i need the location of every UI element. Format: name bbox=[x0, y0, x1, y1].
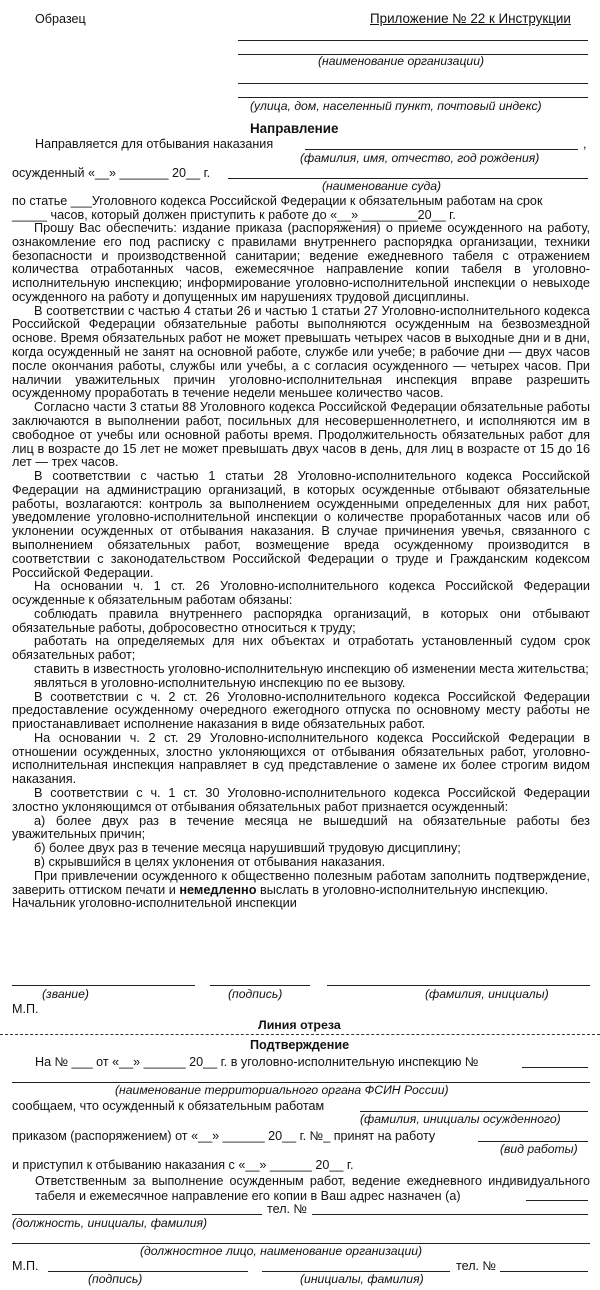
paragraph: ставить в известность уголовно-исполнительную инспекцию об изменении места жительства; bbox=[34, 662, 589, 676]
paragraph: а) более двух раз в течение месяца не вышедший на обязательные работы без уважительных причин; bbox=[12, 813, 590, 842]
signature-caption-2: (подпись) bbox=[88, 1272, 143, 1286]
paragraph: б) более двух раз в течение месяца нарушивший трудовую дисциплину; bbox=[34, 841, 461, 856]
confirmation-line-2: сообщаем, что осужденный к обязательным работам bbox=[12, 1099, 325, 1113]
seal-mark: М.П. bbox=[12, 1002, 39, 1016]
closing-paragraph: При привлечении осужденного к общественно полезным работам заполнить подтверждение, заверить оттиском печати и немедленно выслать в уголовно-исполнительную инспекцию. bbox=[12, 868, 590, 897]
court-caption: (наименование суда) bbox=[322, 179, 442, 193]
article-line-1: по статье ___Уголовного кодекса Российской Федерации к обязательным работам на срок bbox=[12, 194, 543, 208]
article-line-2: _____ часов, который должен приступить к работе до «__» ________20__ г. bbox=[12, 208, 456, 222]
confirmation-line-4: и приступил к отбыванию наказания с «__» ______ 20__ г. bbox=[12, 1158, 354, 1172]
paragraph: Прошу Вас обеспечить: издание приказа (распоряжения) о приеме осужденного на работу, ознакомление его под расписку с правилами внутреннего распорядка организации, техники безопасности и производственной санитарии; ведение ежедневного табеля с отражением количества отработанных часов, ежемесячное направление копии табеля в уголовно-исполнительную инспекцию; информирование уголовно-исполнительной инспекции о невыходе осужденного на работу и допущенных им нарушениях трудовой дисциплины. bbox=[12, 221, 590, 304]
address-caption: (улица, дом, населенный пункт, почтовый индекс) bbox=[250, 99, 542, 113]
sample-label: Образец bbox=[35, 12, 86, 26]
confirmation-line-1: На № ___ от «__» ______ 20__ г. в уголовно-исполнительную инспекцию № bbox=[35, 1055, 479, 1069]
seal-mark-2: М.П. bbox=[12, 1259, 39, 1273]
paragraph: соблюдать правила внутреннего распорядка организаций, в которых они отбывают обязательные работы, добросовестно относиться к труду; bbox=[12, 606, 590, 635]
name-caption-2: (инициалы, фамилия) bbox=[300, 1272, 424, 1286]
responsible-blank-a bbox=[526, 1200, 588, 1201]
paragraph: являться в уголовно-исполнительную инспекцию по ее вызову. bbox=[34, 675, 406, 690]
name-blank bbox=[327, 985, 590, 986]
address-line-2 bbox=[238, 97, 588, 98]
signature-caption: (подпись) bbox=[228, 987, 283, 1001]
sent-line: Направляется для отбывания наказания bbox=[35, 137, 274, 151]
territorial-caption: (наименование территориального органа ФСИН России) bbox=[115, 1083, 449, 1097]
confirmation-title: Подтверждение bbox=[250, 1038, 350, 1052]
rank-caption: (звание) bbox=[42, 987, 89, 1001]
responsible-text: Ответственным за выполнение осужденным работ, ведение ежедневного индивидуального табеля и ежемесячное направление его копии в Ваш адрес назначен (а) bbox=[35, 1174, 590, 1203]
paragraph: На основании ч. 2 ст. 29 Уголовно-исполнительного кодекса Российской Федерации в отношении осужденных, злостно уклоняющихся от отбывания обязательных работ, уголовно-исполнительная инспекция направляет в суд представление о замене их более строгим видом наказания. bbox=[12, 730, 590, 787]
paragraph: в) скрывшийся в целях уклонения от отбывания наказания. bbox=[34, 854, 386, 869]
work-caption: (вид работы) bbox=[500, 1142, 578, 1156]
convicted-line: осужденный «__» _______ 20__ г. bbox=[12, 166, 211, 180]
signature-blank bbox=[210, 985, 310, 986]
sent-blank bbox=[305, 149, 578, 150]
tel-blank-2 bbox=[500, 1271, 588, 1272]
tel-label: тел. № bbox=[267, 1202, 308, 1216]
sent-comma: , bbox=[583, 137, 587, 151]
address-line-1 bbox=[238, 83, 588, 84]
org-name-caption: (наименование организации) bbox=[318, 54, 485, 68]
person-caption: (фамилия, имя, отчество, год рождения) bbox=[300, 151, 540, 165]
tel-blank bbox=[312, 1214, 588, 1215]
responsible-blank-b bbox=[12, 1214, 262, 1215]
confirmation-line-3: приказом (распоряжением) от «__» ______ 20__ г. №_ принят на работу bbox=[12, 1129, 436, 1143]
paragraph: В соответствии с ч. 2 ст. 26 Уголовно-исполнительного кодекса Российской Федерации предоставление осужденному очередного ежегодного отпуска по основному месту работы не приостанавливает исполнение наказания в виде обязательных работ. bbox=[12, 689, 590, 732]
paragraph: В соответствии с частью 1 статьи 28 Уголовно-исполнительного кодекса Российской Федерации на администрацию организаций, в которых осужденные отбывают обязательные работы, возлагаются: контроль за выполнением осужденными определенных для них работ, уведомление уголовно-исполнительной инспекции о количестве проработанных часов или об уклонении осужденных от отбывания наказания. В случае причинения увечья, связанного с выполнением обязательных работ, возмещение вреда осужденному производится в соответствии с законодательством Российской Федерации о труде и Гражданским кодексом Российской Федерации. bbox=[12, 469, 590, 580]
signature-blank-2 bbox=[48, 1271, 248, 1272]
paragraph: На основании ч. 1 ст. 26 Уголовно-исполнительного кодекса Российской Федерации осужденные к обязательным работам обязаны: bbox=[12, 579, 590, 608]
paragraph: В соответствии с ч. 1 ст. 30 Уголовно-исполнительного кодекса Российской Федерации злостно уклоняющимся от отбывания обязательных работ признается осужденный: bbox=[12, 786, 590, 814]
position-caption: (должность, инициалы, фамилия) bbox=[12, 1216, 208, 1230]
referral-title: Направление bbox=[250, 121, 339, 136]
instructions-body bbox=[12, 222, 590, 911]
name-caption: (фамилия, инициалы) bbox=[425, 987, 549, 1001]
org-line-1 bbox=[238, 40, 588, 41]
official-caption: (должностное лицо, наименование организации) bbox=[140, 1244, 423, 1258]
convict-caption: (фамилия, инициалы осужденного) bbox=[360, 1112, 561, 1126]
paragraph: В соответствии с частью 4 статьи 26 и частью 1 статьи 27 Уголовно-исполнительного кодекса Российской Федерации обязательные работы выполняются осужденным на безвозмездной основе. Время обязательных работ не может превышать четырех часов в выходные дни и в дни, когда осужденный не занят на основной работе, службе или учебе; в рабочие дни — двух часов после окончания работы, службы или учебы, а с согласия осужденного — четырех часов. При наличии уважительных причин уголовно-исполнительная инспекция вправе разрешить осужденному проработать в течение недели меньшее количество часов. bbox=[12, 303, 590, 401]
appendix-title: Приложение № 22 к Инструкции bbox=[370, 11, 571, 26]
paragraph: работать на определяемых для них объектах и отработать установленный судом срок обязательных работ; bbox=[12, 634, 590, 663]
head-line: Начальник уголовно-исполнительной инспекции bbox=[12, 896, 297, 911]
cut-line-label: Линия отреза bbox=[258, 1018, 341, 1032]
tel-label-2: тел. № bbox=[456, 1259, 497, 1273]
rank-blank bbox=[12, 985, 195, 986]
emphasis: немедленно bbox=[179, 882, 257, 897]
cut-line bbox=[0, 1034, 600, 1035]
inspection-number-blank bbox=[522, 1067, 588, 1068]
paragraph: Согласно части 3 статьи 88 Уголовного кодекса Российской Федерации обязательные работы заключаются в выполнении работ, посильных для несовершеннолетнего, и исполняются им в свободное от учебы или основной работы время. Продолжительность обязательных работ для лиц в возрасте до 15 лет не может превышать двух часов в день, для лиц в возрасте от 15 до 16 лет — трех часов. bbox=[12, 400, 590, 470]
